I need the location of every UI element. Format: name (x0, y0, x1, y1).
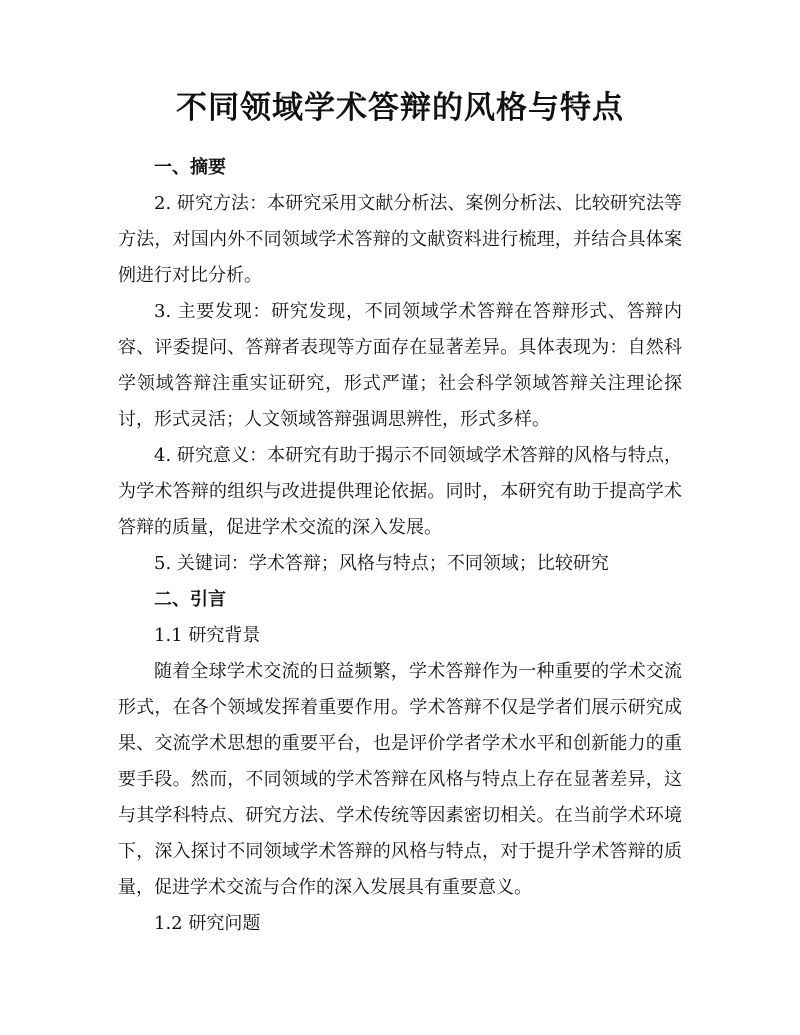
paragraph-methods: 2. 研究方法：本研究采用文献分析法、案例分析法、比较研究法等方法，对国内外不同领域学术答辩的文献资料进行梳理，并结合具体案例进行对比分析。 (118, 193, 682, 286)
section-heading-introduction: 二、引言 (154, 589, 226, 610)
paragraph-background: 随着全球学术交流的日益频繁，学术答辩作为一种重要的学术交流形式，在各个领域发挥着重要作用。学术答辩不仅是学者们展示研究成果、交流学术思想的重要平台，也是评价学者学术水平和创新能力的重要手段。然而，不同领域的学术答辩在风格与特点上存在显著差异，这与其学科特点、研究方法、学术传统等因素密切相关。在当前学术环境下，深入探讨不同领域学术答辩的风格与特点，对于提升学术答辩的质量，促进学术交流与合作的深入发展具有重要意义。 (118, 661, 682, 898)
document-title: 不同领域学术答辩的风格与特点 (176, 90, 624, 126)
paragraph-findings: 3. 主要发现：研究发现，不同领域学术答辩在答辩形式、答辩内容、评委提问、答辩者表现等方面存在显著差异。具体表现为：自然科学领域答辩注重实证研究，形式严谨；社会科学领域答辩关注理论探讨，形式灵活；人文领域答辩强调思辨性，形式多样。 (118, 301, 682, 430)
paragraph-keywords: 5. 关键词：学术答辩；风格与特点；不同领域；比较研究 (154, 553, 609, 574)
paragraph-significance: 4. 研究意义：本研究有助于揭示不同领域学术答辩的风格与特点，为学术答辩的组织与改进提供理论依据。同时，本研究有助于提高学术答辩的质量，促进学术交流的深入发展。 (118, 445, 682, 538)
section-heading-abstract: 一、摘要 (154, 157, 226, 178)
subheading-research-questions: 1.2 研究问题 (154, 913, 261, 934)
subheading-background: 1.1 研究背景 (154, 625, 261, 646)
